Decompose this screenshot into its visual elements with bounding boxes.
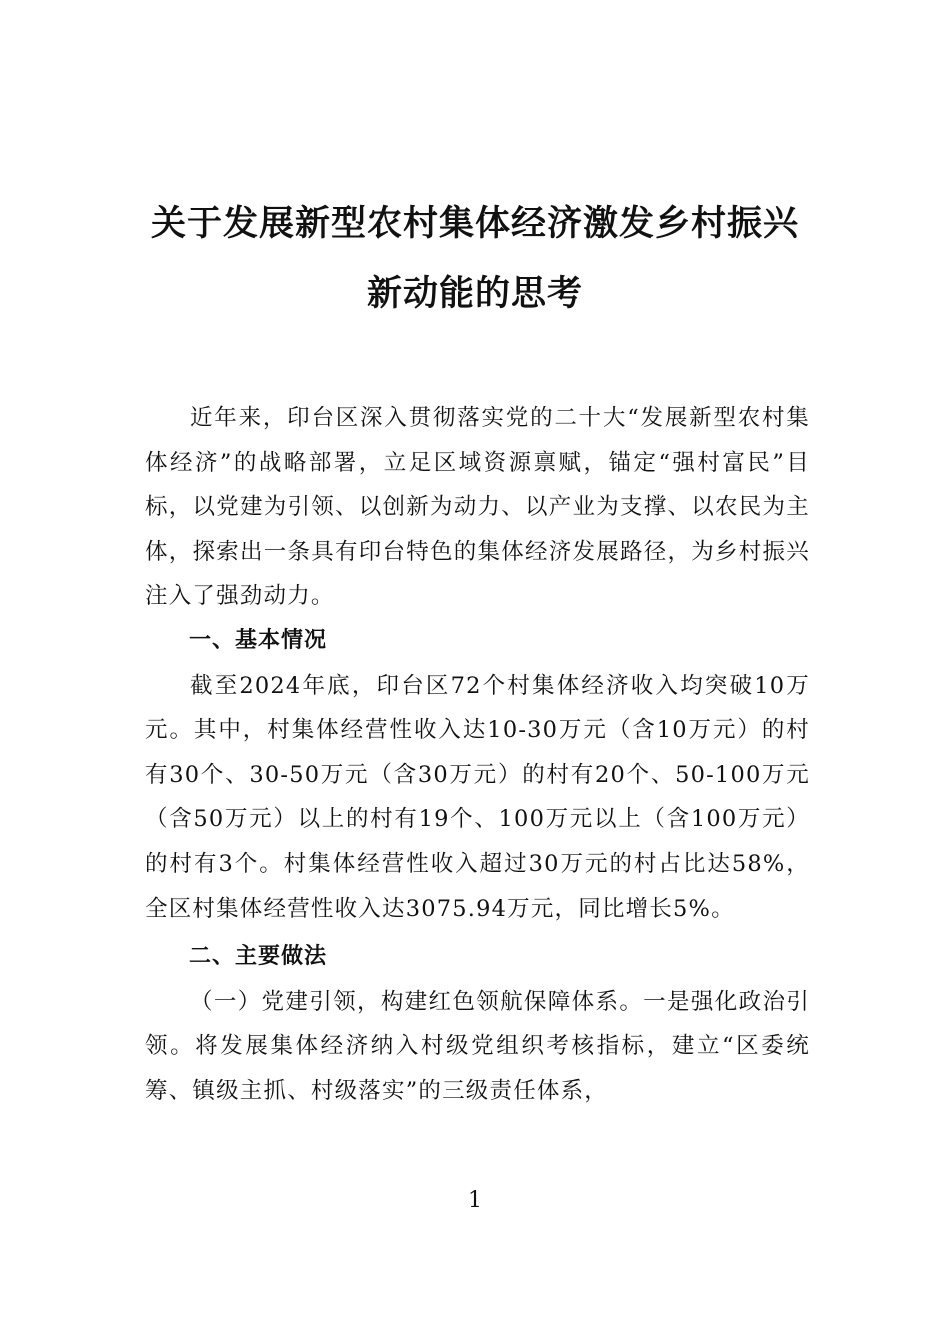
document-title-line-1: 关于发展新型农村集体经济激发乡村振兴 xyxy=(150,204,799,244)
intro-paragraph: 近年来，印台区深入贯彻落实党的二十大“发展新型农村集体经济”的战略部署，立足区域资源禀赋，锚定“强村富民”目标，以党建为引领、以创新为动力、以产业为支撑、以农民为主体，探索出一条具有印台特色的集体经济发展路径，为乡村振兴注入了强劲动力。 xyxy=(145,405,810,610)
section-heading-basic-situation: 一、基本情况 xyxy=(189,627,328,653)
main-practices-paragraph: （一）党建引领，构建红色领航保障体系。一是强化政治引领。将发展集体经济纳入村级党组织考核指标，建立“区委统筹、镇级主抓、村级落实”的三级责任体系， xyxy=(145,988,810,1104)
page-number: 1 xyxy=(468,1188,482,1213)
document-body xyxy=(145,396,810,1114)
document-title-line-2: 新动能的思考 xyxy=(366,274,583,314)
basic-situation-paragraph: 截至2024年底，印台区72个村集体经济收入均突破10万元。其中，村集体经营性收入达10-30万元（含10万元）的村有30个、30-50万元（含30万元）的村有20个、50-100万元（含50万元）以上的村有19个、100万元以上（含100万元）的村有3个。村集体经营性收入超过30万元的村占比达58%，全区村集体经营性收入达3075.94万元，同比增长5%。 xyxy=(145,672,810,922)
section-heading-main-practices: 二、主要做法 xyxy=(189,944,328,970)
